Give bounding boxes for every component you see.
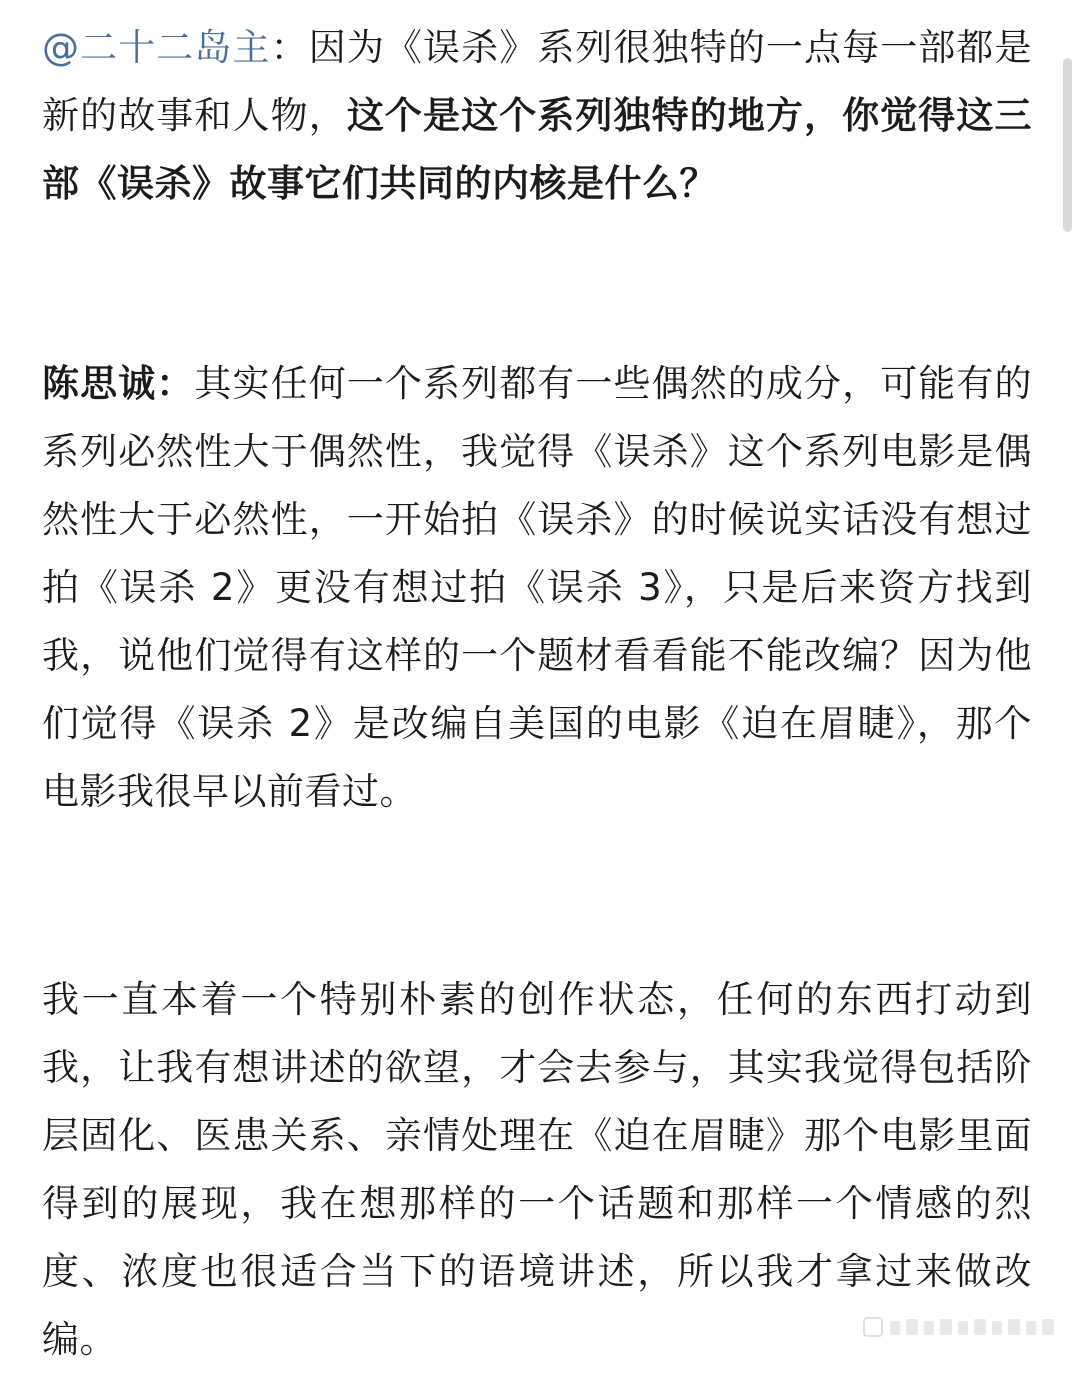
answer-text-1: 其实任何一个系列都有一些偶然的成分，可能有的系列必然性大于偶然性，我觉得《误杀》这个系列电影是偶然性大于必然性，一开始拍《误杀》的时候说实话没有想过拍《误杀 2》更没有想过拍《误杀 3》，只是后来资方找到我，说他们觉得有这样的一个题材看看能不能改编？因为他们觉得《误杀 2》是改编自美国的电影《迫在眉睫》，那个电影我很早以前看过。 [42, 362, 1033, 813]
question-text: 因为《误杀》系列很独特的一点每一部都是新的故事和人物， [42, 26, 1033, 137]
scrollbar-thumb[interactable] [1063, 58, 1072, 232]
mention-colon: ： [270, 26, 309, 69]
paragraph-spacer [42, 826, 1032, 966]
answer-text-2: 我一直本着一个特别朴素的创作状态，任何的东西打动到我，让我有想讲述的欲望，才会去参与，其实我觉得包括阶层固化、医患关系、亲情处理在《迫在眉睫》那个电影里面得到的展现，我在想那样的一个话题和那样一个情感的烈度、浓度也很适合当下的语境讲述，所以我才拿过来做改编。 [42, 978, 1032, 1361]
speaker-name: 陈思诚： [42, 362, 195, 405]
question-text-bold: 这个是这个系列独特的地方，你觉得这三部《误杀》故事它们共同的内核是什么？ [42, 94, 1033, 205]
article-body [42, 14, 1032, 1374]
answer-paragraph-1 [42, 350, 1032, 826]
answer-paragraph-2 [42, 966, 1032, 1374]
user-mention-link[interactable]: @二十二岛主 [42, 26, 271, 69]
question-paragraph [42, 14, 1032, 218]
watermark-icon [862, 1314, 1062, 1340]
paragraph-spacer [42, 218, 1032, 350]
